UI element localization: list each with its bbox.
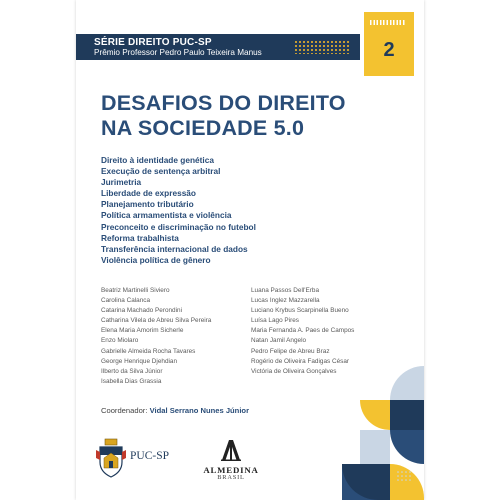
topics-list <box>101 155 256 266</box>
coordinator-name: Vidal Serrano Nunes Júnior <box>149 406 250 415</box>
topic-item: Violência política de gênero <box>101 254 211 265</box>
series-band <box>76 34 360 60</box>
puc-sp-logo-text: PUC-SP <box>130 450 169 462</box>
puc-crest-icon <box>96 438 126 478</box>
stripe-pattern <box>370 20 406 25</box>
author-item: Beatriz Martinelli Siviero <box>101 287 170 294</box>
topic-item: Política armamentista e violência <box>101 210 232 221</box>
author-item: Gabrielle Almeida Rocha Tavares <box>101 347 196 355</box>
topic-item: Execução de sentença arbitral <box>101 166 221 177</box>
volume-badge <box>364 12 414 76</box>
author-item: Carolina Calanca <box>101 297 151 305</box>
author-item: Elena Maria Amorim Sicherle <box>101 327 184 335</box>
topic-item: Preconceito e discriminação no futebol <box>101 221 256 232</box>
book-title-line-2: NA SOCIEDADE 5.0 <box>101 116 305 140</box>
author-item: Natan Jamil Angelo <box>251 337 307 345</box>
volume-number: 2 <box>383 39 395 61</box>
author-item: Isabella Dias Grassia <box>101 377 162 385</box>
authors-list-left <box>101 286 211 387</box>
dot-pattern <box>294 40 350 54</box>
coordinator-label: Coordenador: <box>101 406 148 415</box>
author-item: Luciano Krybus Scarpinella Bueno <box>251 307 349 315</box>
book-cover <box>76 0 424 500</box>
book-title <box>101 91 401 141</box>
topic-item: Planejamento tributário <box>101 199 194 210</box>
author-item: Enzo Miolaro <box>101 337 139 345</box>
author-item: Ilberto da Silva Júnior <box>101 367 163 375</box>
topic-item: Transferência internacional de dados <box>101 243 248 254</box>
author-item: Catarina Machado Perondini <box>101 307 182 315</box>
decorative-shapes <box>342 366 424 500</box>
authors-list-right <box>251 286 354 377</box>
author-item: George Henrique Djehdian <box>101 357 178 365</box>
author-item: Rogério de Oliveira Fadigas César <box>251 357 350 365</box>
topic-item: Reforma trabalhista <box>101 232 179 243</box>
topic-item: Jurimetria <box>101 177 142 188</box>
series-subtitle: Prêmio Professor Pedro Paulo Teixeira Manus <box>94 48 262 57</box>
author-item: Catharina Vilela de Abreu Silva Pereira <box>101 317 212 325</box>
publisher-subtitle: BRASIL <box>217 474 245 481</box>
almedina-logo-icon <box>219 438 243 462</box>
coordinator-line <box>101 406 249 415</box>
publisher-name: ALMEDINA <box>203 465 259 475</box>
series-title: SÉRIE DIREITO PUC-SP <box>94 37 212 48</box>
author-item: Lucas Inglez Mazzarella <box>251 297 320 305</box>
author-item: Luana Passos Dell'Erba <box>251 287 320 294</box>
author-item: Pedro Felipe de Abreu Braz <box>251 347 330 355</box>
author-item: Victória de Oliveira Gonçalves <box>251 367 337 375</box>
author-item: Luísa Lago Pires <box>251 317 299 325</box>
topic-item: Direito à identidade genética <box>101 155 214 165</box>
topic-item: Liberdade de expressão <box>101 188 196 199</box>
book-title-line-1: DESAFIOS DO DIREITO <box>101 91 346 115</box>
author-item: Maria Fernanda A. Paes de Campos <box>251 327 355 335</box>
